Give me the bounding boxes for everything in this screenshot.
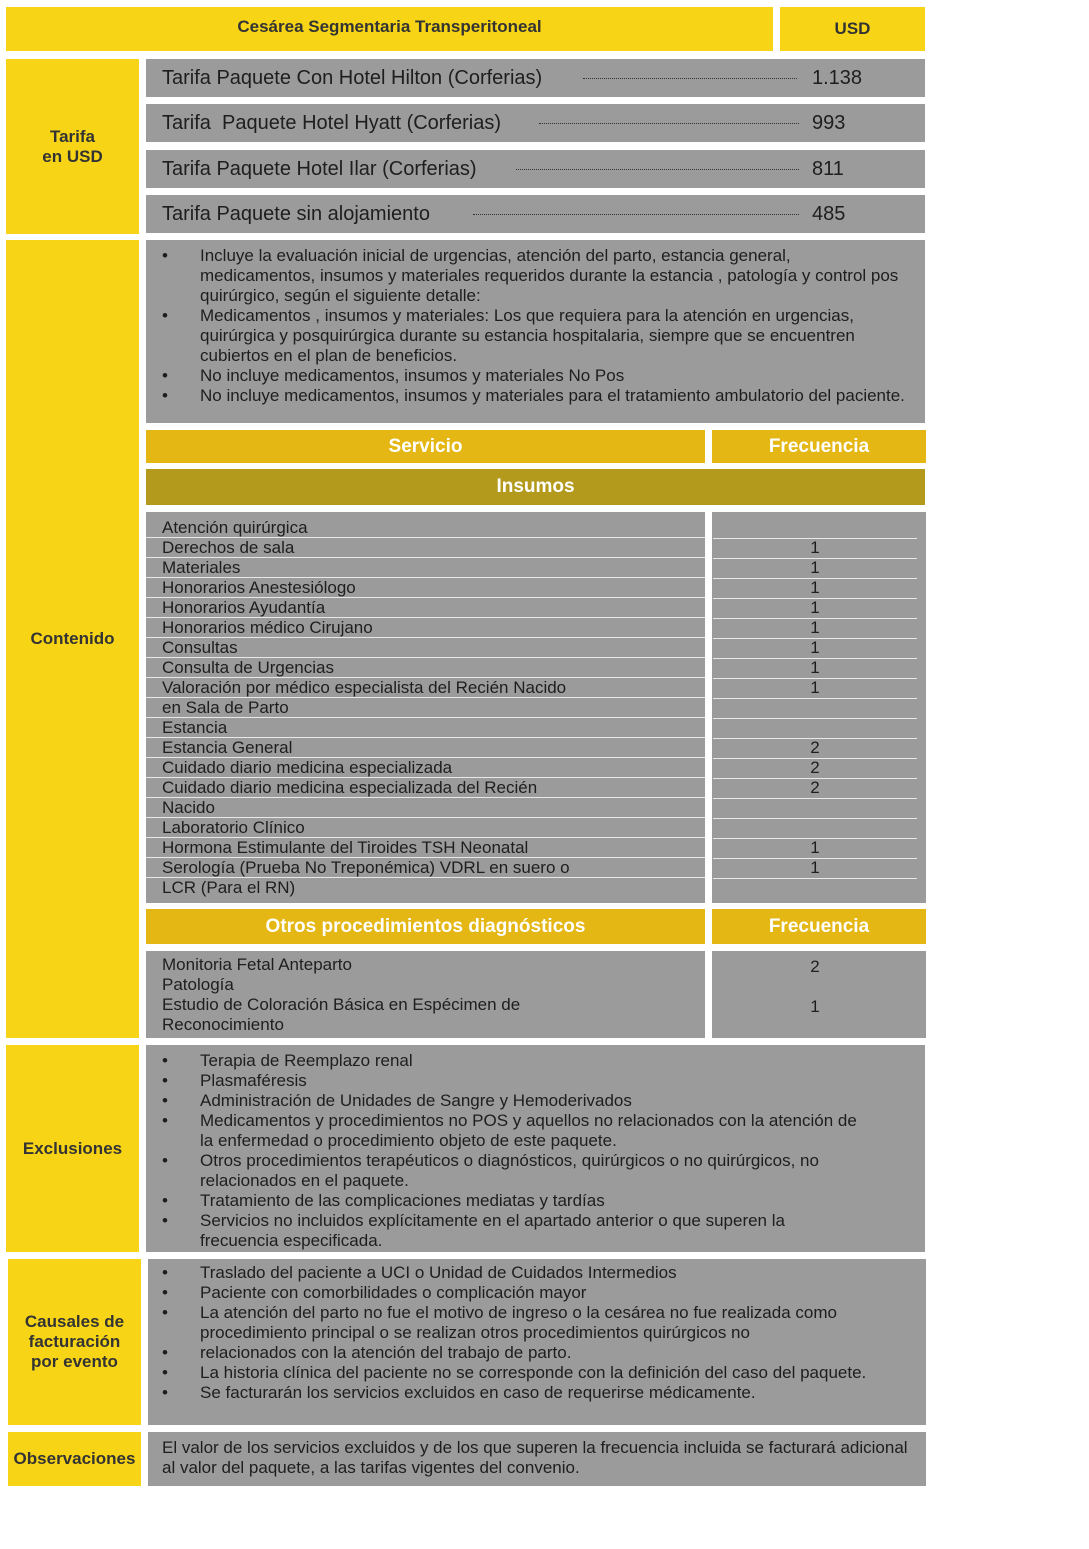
service-name: Valoración por médico especialista del Recién Nacido <box>146 678 705 698</box>
frecuencia-header: Frecuencia <box>712 430 926 463</box>
includes-block <box>146 240 925 423</box>
observaciones-text: El valor de los servicios excluidos y de los que superen la frecuencia incluida se facturará adicional al valor del paquete, a las tarifas vigentes del convenio. <box>162 1438 908 1477</box>
service-name: Cuidado diario medicina especializada del Recién <box>146 778 705 798</box>
currency-header <box>780 7 925 51</box>
table-row <box>146 578 917 598</box>
tarifa-name: Tarifa Paquete Con Hotel Hilton (Corferias) <box>162 66 543 89</box>
service-frequency: 2 <box>713 758 917 779</box>
service-frequency <box>713 878 917 898</box>
service-name: Honorarios médico Cirujano <box>146 618 705 638</box>
tarifa-row-hilton <box>146 59 925 97</box>
tarifa-row-sin-alojamiento <box>146 195 925 233</box>
service-name: Materiales <box>146 558 705 578</box>
include-item: • No incluye medicamentos, insumos y materiales No Pos <box>162 366 909 386</box>
causales-block <box>148 1259 926 1425</box>
service-frequency: 2 <box>713 778 917 799</box>
exclusion-item: • Plasmaféresis <box>162 1071 865 1091</box>
table-row <box>146 995 917 1015</box>
exclusion-item: • Otros procedimientos terapéuticos o diagnósticos, quirúrgicos o no quirúrgicos, no relacionados en el paquete. <box>162 1151 865 1191</box>
causal-item: • Traslado del paciente a UCI o Unidad de Cuidados Intermedios <box>162 1263 914 1283</box>
procedure-name: Monitoria Fetal Anteparto <box>162 955 352 974</box>
tarifa-name: Tarifa Paquete Hotel Ilar (Corferias) <box>162 157 477 180</box>
include-item: • Incluye la evaluación inicial de urgencias, atención del parto, estancia general, medicamentos, insumos y materiales requeridos durante la estancia , patología y control pos quirúrgico, según el siguiente detalle: <box>162 246 909 306</box>
tarifa-name: Tarifa Paquete Hotel Hyatt (Corferias) <box>162 111 502 134</box>
service-frequency: 1 <box>713 838 917 859</box>
dotted-leader <box>539 123 799 124</box>
table-row <box>146 518 917 538</box>
table-row <box>146 818 917 838</box>
table-row <box>146 638 917 658</box>
exclusion-item: • Medicamentos y procedimientos no POS y aquellos no relacionados con la atención de la enfermedad o procedimiento objeto de este paquete. <box>162 1111 865 1151</box>
procedure-name: Patología <box>162 975 234 994</box>
table-row <box>146 718 917 738</box>
table-row <box>146 678 917 698</box>
procedure-frequency <box>713 1015 917 1035</box>
service-name: Atención quirúrgica <box>146 518 705 538</box>
dotted-leader <box>583 78 797 79</box>
table-row <box>146 838 917 858</box>
table-row <box>146 598 917 618</box>
service-frequency: 1 <box>713 658 917 679</box>
service-frequency: 1 <box>713 678 917 699</box>
otros-table <box>146 955 917 1035</box>
service-frequency: 1 <box>713 538 917 559</box>
exclusion-item: • Terapia de Reemplazo renal <box>162 1051 865 1071</box>
servicio-header: Servicio <box>146 430 705 463</box>
service-frequency: 1 <box>713 578 917 599</box>
exclusion-item: • Administración de Unidades de Sangre y Hemoderivados <box>162 1091 865 1111</box>
dotted-leader <box>516 169 799 170</box>
tarifa-row-ilar <box>146 150 925 188</box>
label-contenido: Contenido <box>6 240 139 1038</box>
service-frequency: 1 <box>713 618 917 639</box>
service-frequency <box>713 798 917 819</box>
include-item: • No incluye medicamentos, insumos y materiales para el tratamiento ambulatorio del paciente. <box>162 386 909 406</box>
label-exclusiones: Exclusiones <box>6 1045 139 1252</box>
service-frequency <box>713 718 917 739</box>
service-name: Hormona Estimulante del Tiroides TSH Neonatal <box>146 838 705 858</box>
procedure-frequency: 1 <box>810 997 820 1016</box>
tarifa-price: 993 <box>812 111 846 134</box>
currency-label: USD <box>834 19 871 38</box>
otros-frecuencia-header: Frecuencia <box>712 909 926 944</box>
tarifa-row-hyatt <box>146 104 925 142</box>
observaciones-block <box>148 1432 926 1486</box>
otros-procedimientos-header: Otros procedimientos diagnósticos <box>146 909 705 944</box>
table-row <box>146 558 917 578</box>
service-frequency: 1 <box>713 638 917 659</box>
service-name: en Sala de Parto <box>146 698 705 718</box>
insumos-header: Insumos <box>146 469 925 505</box>
service-frequency: 1 <box>713 558 917 579</box>
label-observaciones: Observaciones <box>8 1432 141 1486</box>
tarifa-price: 811 <box>812 157 844 180</box>
page-title: Cesárea Segmentaria Transperitoneal <box>237 17 542 36</box>
service-name: Estancia <box>146 718 705 738</box>
service-name: Laboratorio Clínico <box>146 818 705 838</box>
procedure-frequency: 2 <box>810 957 820 976</box>
causal-item: • La historia clínica del paciente no se corresponde con la definición del caso del paquete. <box>162 1363 914 1383</box>
service-frequency: 1 <box>713 598 917 619</box>
exclusions-block <box>146 1045 925 1252</box>
service-table <box>146 518 917 898</box>
dotted-leader <box>473 214 799 215</box>
include-item: • Medicamentos , insumos y materiales: Los que requiera para la atención en urgencias, quirúrgica y posquirúrgica durante su estancia hospitalaria, siempre que se encuentren cubiertos en el plan de beneficios. <box>162 306 909 366</box>
table-row <box>146 658 917 678</box>
service-frequency <box>713 818 917 839</box>
service-name: Honorarios Anestesiólogo <box>146 578 705 598</box>
table-row <box>146 878 917 898</box>
service-frequency: 2 <box>713 738 917 759</box>
service-name: Serología (Prueba No Treponémica) VDRL en suero o <box>146 858 705 878</box>
table-row <box>146 1015 917 1035</box>
service-name: Honorarios Ayudantía <box>146 598 705 618</box>
service-frequency <box>713 518 917 539</box>
table-row <box>146 858 917 878</box>
table-row <box>146 955 917 975</box>
service-frequency <box>713 698 917 719</box>
causal-item: • Paciente con comorbilidades o complicación mayor <box>162 1283 914 1303</box>
procedure-name: Estudio de Coloración Básica en Espécimen de <box>162 995 521 1014</box>
table-row <box>146 975 917 995</box>
table-row <box>146 738 917 758</box>
causal-item: • relacionados con la atención del trabajo de parto. <box>162 1343 914 1363</box>
service-name: Derechos de sala <box>146 538 705 558</box>
service-name: Consulta de Urgencias <box>146 658 705 678</box>
service-name: LCR (Para el RN) <box>162 878 296 897</box>
service-frequency: 1 <box>713 858 917 879</box>
title-header <box>6 7 773 51</box>
service-name: Cuidado diario medicina especializada <box>146 758 705 778</box>
procedure-frequency <box>713 975 917 995</box>
exclusion-item: • Servicios no incluidos explícitamente en el apartado anterior o que superen la frecuencia especificada. <box>162 1211 865 1251</box>
service-name: Nacido <box>146 798 705 818</box>
exclusion-item: • Tratamiento de las complicaciones mediatas y tardías <box>162 1191 865 1211</box>
procedure-name: Reconocimiento <box>162 1015 284 1034</box>
service-name: Consultas <box>146 638 705 658</box>
table-row <box>146 778 917 798</box>
table-row <box>146 618 917 638</box>
label-causales: Causales de facturación por evento <box>8 1259 141 1425</box>
tarifa-price: 1.138 <box>812 66 863 89</box>
causal-item: • Se facturarán los servicios excluidos en caso de requerirse médicamente. <box>162 1383 914 1403</box>
table-row <box>146 538 917 558</box>
table-row <box>146 758 917 778</box>
table-row <box>146 798 917 818</box>
causal-item: • La atención del parto no fue el motivo de ingreso o la cesárea no fue realizada como procedimiento principal o se realizan otros procedimientos quirúrgicos no <box>162 1303 914 1343</box>
label-tarifa: Tarifa en USD <box>6 59 139 234</box>
service-name: Estancia General <box>146 738 705 758</box>
tarifa-price: 485 <box>812 202 846 225</box>
tarifa-name: Tarifa Paquete sin alojamiento <box>162 202 430 225</box>
table-row <box>146 698 917 718</box>
